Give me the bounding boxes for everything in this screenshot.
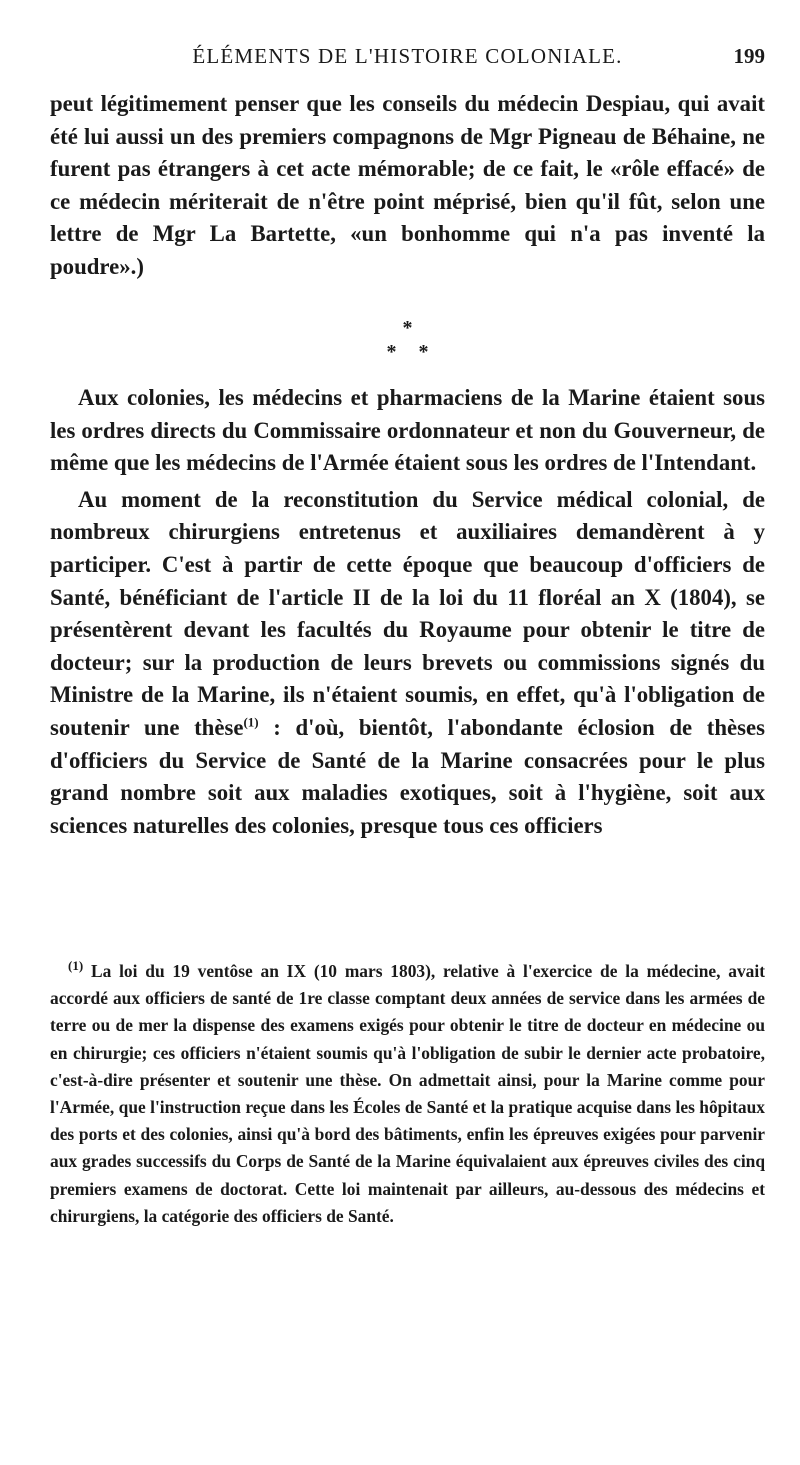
main-text-section — [50, 382, 765, 842]
asterism-top: * — [402, 317, 413, 339]
paragraph-text-before-note: Au moment de la reconstitution du Service médical colonial, de nombreux chirurgiens entretenus et auxiliaires demandèrent à y participer. C'est à partir de cette époque que beaucoup d'officiers de Santé, bénéficiant de l'article II de la loi du 11 floréal an X (1804), se présentèrent devant les facultés du Royaume pour obtenir le titre de docteur; sur la production de leurs brevets ou commissions signés du Ministre de la Marine, ils n'étaient soumis, en effet, qu'à l'obligation de soutenir une thèse — [50, 486, 765, 740]
page-number: 199 — [733, 44, 765, 68]
paragraph-text: peut légitimement penser que les conseils du médecin Despiau, qui avait été lui aussi un des premiers compagnons de Mgr Pigneau de Béhaine, ne furent pas étrangers à cet acte mémorable; de ce fait, le «rôle effacé» de ce médecin mériterait de n'être point méprisé, bien qu'il fût, selon une lettre de Mgr La Bartette, «un bonhomme qui n'a pas inventé la poudre».) — [50, 91, 765, 279]
running-title: ÉLÉMENTS DE L'HISTOIRE COLONIALE. — [192, 44, 623, 68]
footnote-paragraph — [50, 958, 765, 1230]
footnote-marker: (1) — [68, 958, 84, 974]
footnote-reference[interactable]: (1) — [243, 714, 259, 730]
section-asterism — [50, 316, 765, 364]
asterism-bottom: ** — [386, 341, 451, 363]
paragraph-colonies: Aux colonies, les médecins et pharmaciens de la Marine étaient sous les ordres directs du Commissaire ordonnateur et non du Gouverneur, de même que les médecins de l'Armée étaient sous les ordres de l'Intendant. — [50, 385, 765, 476]
continued-paragraph — [50, 88, 765, 284]
footnote — [50, 958, 765, 1230]
paragraph-reconstitution — [50, 484, 765, 843]
footnote-text: La loi du 19 ventôse an IX (10 mars 1803), relative à l'exercice de la médecine, avait accordé aux officiers de santé de 1re classe comptant deux années de service dans les armées de terre ou de mer la dispense des examens exigés pour obtenir le titre de docteur en médecine ou en chirurgie; ces officiers n'étaient soumis qu'à l'obligation de subir le dernier acte probatoire, c'est-à-dire présenter et soutenir une thèse. On admettait ainsi, pour la Marine comme pour l'Armée, que l'instruction reçue dans les Écoles de Santé et la pratique acquise dans les hôpitaux des ports et des colonies, ainsi qu'à bord des bâtiments, enfin les épreuves exigées pour parvenir aux grades successifs du Corps de Santé de la Marine équivalaient aux épreuves civiles des cinq premiers examens de doctorat. Cette loi maintenait par ailleurs, au-dessous des médecins et chirurgiens, la catégorie des officiers de Santé. — [50, 961, 765, 1226]
running-header — [50, 44, 765, 78]
paragraph-text-after-note: : d'où, bientôt, l'abondante éclosion de thèses d'officiers du Service de Santé de la Marine consacrées pour le plus grand nombre soit aux maladies exotiques, soit à l'hygiène, soit aux sciences naturelles des colonies, presque tous ces officiers — [50, 714, 765, 838]
